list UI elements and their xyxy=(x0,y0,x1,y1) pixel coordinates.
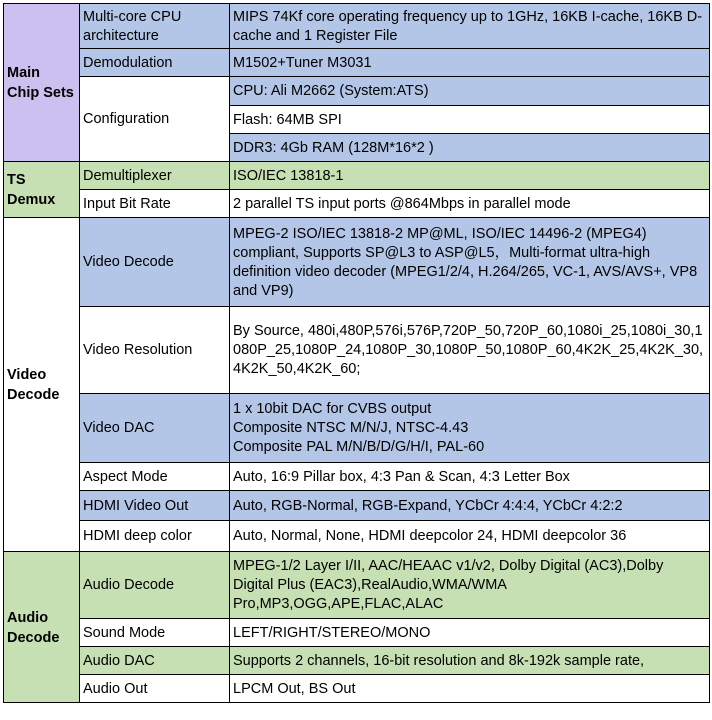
label-video-dac-text: Video DAC xyxy=(83,420,155,436)
value-video-resolution: By Source, 480i,480P,576i,576P,720P_50,720P_60,1080i_25,1080i_30,1080P_25,1080P_24,1080P_30,1080P_50,1080P_60,4K2K_25,4K2K_30,4K2K_50,4K2K_60; xyxy=(230,307,710,394)
table-row xyxy=(4,4,710,49)
table-row xyxy=(4,521,710,552)
label-hdmi-deep-color: HDMI deep color xyxy=(80,521,230,552)
video-dac-line: 1 x 10bit DAC for CVBS output xyxy=(233,401,432,417)
label-video-resolution: Video Resolution xyxy=(80,307,230,394)
table-row xyxy=(4,218,710,307)
table-row xyxy=(4,463,710,491)
group-audio-decode: Audio Decode xyxy=(4,552,80,703)
label-audio-decode: Audio Decode xyxy=(80,552,230,619)
group-video-decode: Video Decode xyxy=(4,218,80,552)
label-aspect-mode: Aspect Mode xyxy=(80,463,230,491)
table-row xyxy=(4,552,710,619)
value-audio-out: LPCM Out, BS Out xyxy=(230,675,710,703)
value-video-decode: MPEG-2 ISO/IEC 13818-2 MP@ML, ISO/IEC 14496-2 (MPEG4) compliant, Supports SP@L3 to ASP@L5，Multi-format ultra-high definition video decoder (MPEG1/2/4, H.264/265, VC-1, AVS/AVS+, VP8 and VP9) xyxy=(230,218,710,307)
label-video-dac xyxy=(80,394,230,463)
table-row xyxy=(4,647,710,675)
value-hdmi-deep-color: Auto, Normal, None, HDMI deepcolor 24, HDMI deepcolor 36 xyxy=(230,521,710,552)
video-dac-line: Composite NTSC M/N/J, NTSC-4.43 xyxy=(233,420,469,436)
table-row xyxy=(4,394,710,463)
table-row xyxy=(4,162,710,190)
table-row xyxy=(4,491,710,521)
value-aspect-mode: Auto, 16:9 Pillar box, 4:3 Pan & Scan, 4:3 Letter Box xyxy=(230,463,710,491)
label-demodulation: Demodulation xyxy=(80,49,230,77)
table-row xyxy=(4,619,710,647)
spec-table xyxy=(3,3,710,703)
label-input-bit-rate: Input Bit Rate xyxy=(80,190,230,218)
label-audio-dac: Audio DAC xyxy=(80,647,230,675)
value-input-bit-rate: 2 parallel TS input ports @864Mbps in parallel mode xyxy=(230,190,710,218)
value-cpu-architecture: MIPS 74Kf core operating frequency up to 1GHz, 16KB I-cache, 16KB D-cache and 1 Register File xyxy=(230,4,710,49)
value-config-cpu: CPU: Ali M2662 (System:ATS) xyxy=(230,77,710,106)
video-dac-line: Composite PAL M/N/B/D/G/H/I, PAL-60 xyxy=(233,439,485,455)
table-row xyxy=(4,49,710,77)
table-row xyxy=(4,307,710,394)
value-video-dac xyxy=(230,394,710,463)
group-ts-demux: TS Demux xyxy=(4,162,80,218)
value-config-flash: Flash: 64MB SPI xyxy=(230,106,710,134)
value-sound-mode: LEFT/RIGHT/STEREO/MONO xyxy=(230,619,710,647)
value-hdmi-video-out: Auto, RGB-Normal, RGB-Expand, YCbCr 4:4:4, YCbCr 4:2:2 xyxy=(230,491,710,521)
group-main-chip-sets: Main Chip Sets xyxy=(4,4,80,162)
value-audio-dac: Supports 2 channels, 16-bit resolution and 8k-192k sample rate, xyxy=(230,647,710,675)
table-row xyxy=(4,77,710,106)
table-row xyxy=(4,675,710,703)
label-cpu-architecture: Multi-core CPU architecture xyxy=(80,4,230,49)
value-config-ddr3: DDR3: 4Gb RAM (128M*16*2 ) xyxy=(230,134,710,162)
label-audio-out: Audio Out xyxy=(80,675,230,703)
value-demodulation: M1502+Tuner M3031 xyxy=(230,49,710,77)
value-demultiplexer: ISO/IEC 13818-1 xyxy=(230,162,710,190)
label-sound-mode: Sound Mode xyxy=(80,619,230,647)
label-video-decode: Video Decode xyxy=(80,218,230,307)
label-configuration: Configuration xyxy=(80,77,230,162)
label-hdmi-video-out: HDMI Video Out xyxy=(80,491,230,521)
label-demultiplexer: Demultiplexer xyxy=(80,162,230,190)
value-audio-decode: MPEG-1/2 Layer I/II, AAC/HEAAC v1/v2, Dolby Digital (AC3),Dolby Digital Plus (EAC3),RealAudio,WMA/WMA Pro,MP3,OGG,APE,FLAC,ALAC xyxy=(230,552,710,619)
table-row xyxy=(4,190,710,218)
